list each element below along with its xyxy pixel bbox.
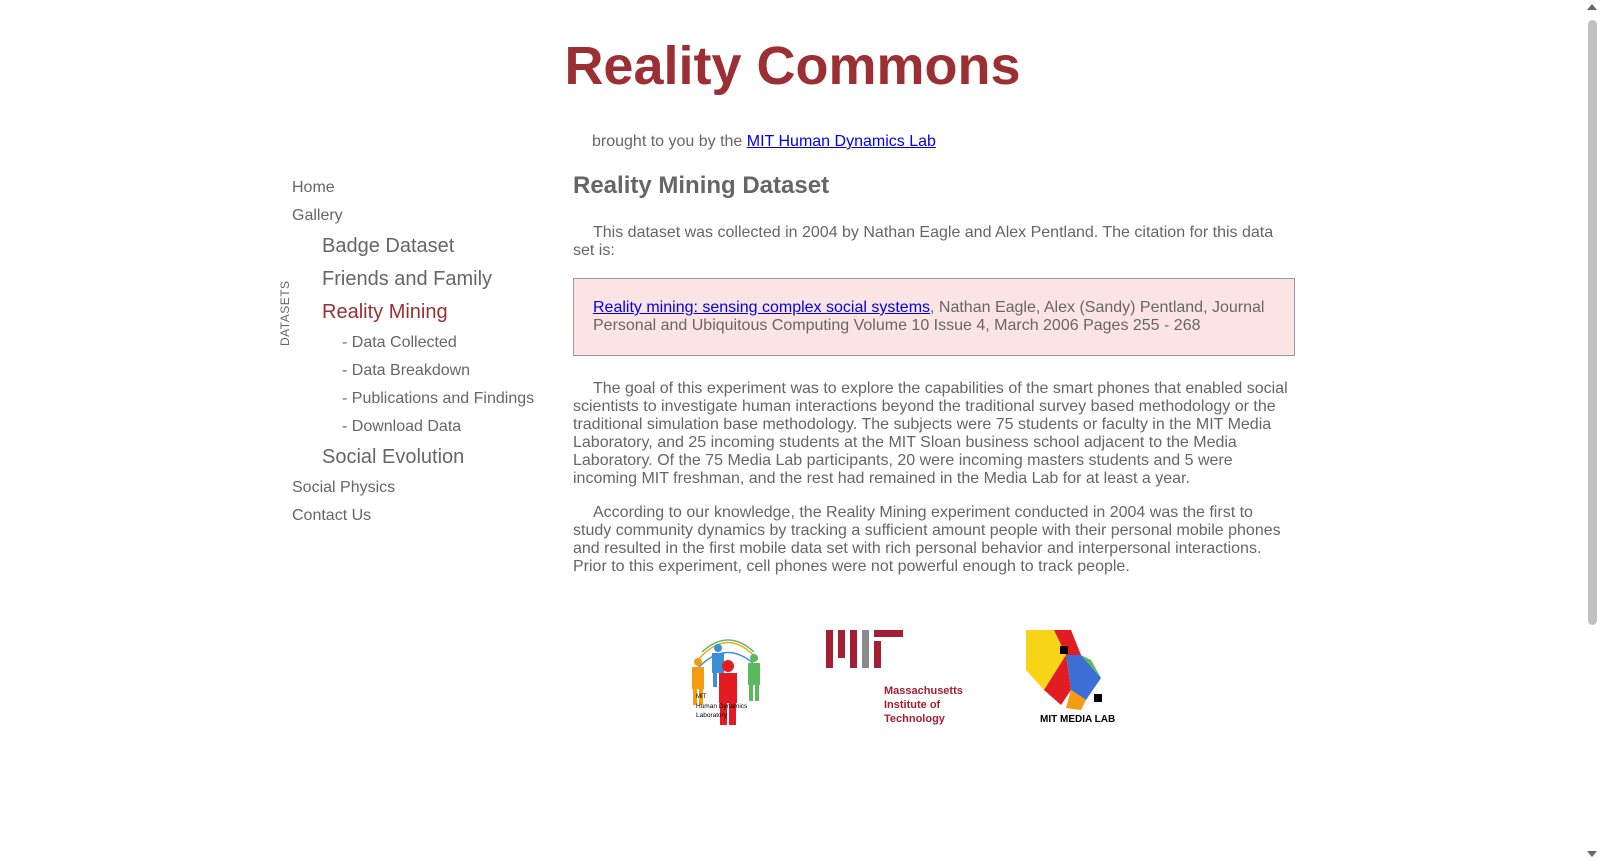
nav-home[interactable]: Home: [292, 179, 335, 196]
footer-logos: [688, 630, 1128, 735]
tagline-prefix: brought to you by the: [592, 133, 743, 150]
mit-media-lab-logo[interactable]: [1026, 630, 1126, 730]
datasets-label: DATASETS: [278, 280, 292, 346]
human-dynamics-lab-link[interactable]: MIT Human Dynamics Lab: [746, 133, 936, 150]
mit-logo-line3: Technology: [884, 713, 945, 725]
nav-data-collected[interactable]: - Data Collected: [342, 334, 457, 351]
sidebar-nav: [278, 174, 562, 530]
knowledge-paragraph: According to our knowledge, the Reality Mining experiment conducted in 2004 was the first to study community dynamics by tracking a sufficient amount people with their personal mobile phones and resulted in the first mobile data set with rich personal behavior and interpersonal interactions. Prior to this experiment, cell phones were not powerful enough to track people.: [573, 504, 1281, 575]
nav-social-evolution[interactable]: Social Evolution: [322, 446, 465, 468]
nav-data-breakdown[interactable]: - Data Breakdown: [342, 362, 471, 379]
hd-logo-line3: Laboratory: [696, 712, 728, 719]
datasets-section: [278, 230, 562, 474]
scrollbar-thumb[interactable]: [1588, 20, 1597, 625]
citation-link[interactable]: Reality mining: sensing complex social systems: [593, 299, 931, 316]
mit-logo[interactable]: [826, 630, 971, 735]
tagline: [592, 133, 936, 151]
hd-logo-line1: MIT: [696, 694, 707, 700]
nav-badge-dataset[interactable]: Badge Dataset: [322, 235, 455, 257]
hd-logo-line2: Human Dynamics: [696, 703, 748, 710]
media-lab-text: MIT MEDIA LAB: [1040, 714, 1116, 725]
scroll-up-arrow-icon[interactable]: [1587, 4, 1597, 10]
intro-paragraph: This dataset was collected in 2004 by Nathan Eagle and Alex Pentland. The citation for this data set is:: [573, 224, 1274, 259]
citation-details: , Nathan Eagle, Alex (Sandy) Pentland, Journal Personal and Ubiquitous Computing Volume 10 Issue 4, March 2006 Pages 255 - 268: [593, 299, 1265, 334]
vertical-scrollbar[interactable]: [1585, 0, 1600, 861]
main-content: [573, 168, 1295, 576]
nav-contact-us[interactable]: Contact Us: [292, 507, 372, 524]
nav-social-physics[interactable]: Social Physics: [292, 479, 396, 496]
nav-publications-and-findings[interactable]: - Publications and Findings: [342, 390, 535, 407]
nav-reality-mining[interactable]: Reality Mining: [322, 301, 448, 323]
scroll-down-arrow-icon[interactable]: [1587, 851, 1597, 857]
page-heading: Reality Mining Dataset: [573, 172, 830, 199]
mit-logo-line1: Massachusetts: [884, 685, 963, 697]
nav-friends-and-family[interactable]: Friends and Family: [322, 268, 493, 290]
nav-gallery[interactable]: Gallery: [292, 207, 343, 224]
nav-download-data[interactable]: - Download Data: [342, 418, 462, 435]
human-dynamics-lab-logo[interactable]: [688, 630, 768, 735]
mit-logo-line2: Institute of: [884, 699, 941, 711]
goal-paragraph: The goal of this experiment was to explore the capabilities of the smart phones that enabled social scientists to investigate human interactions beyond the traditional survey based methodology or the traditional simulation base methodology. The subjects were 75 students or faculty in the MIT Media Laboratory, and 25 incoming students at the MIT Sloan business school adjacent to the Media Laboratory. Of the 75 Media Lab participants, 20 were incoming masters students and 5 were incoming MIT freshman, and the rest had remained in the Media Lab for at least a year.: [573, 380, 1288, 487]
site-title: Reality Commons: [564, 36, 1021, 96]
citation-box: [573, 278, 1295, 356]
